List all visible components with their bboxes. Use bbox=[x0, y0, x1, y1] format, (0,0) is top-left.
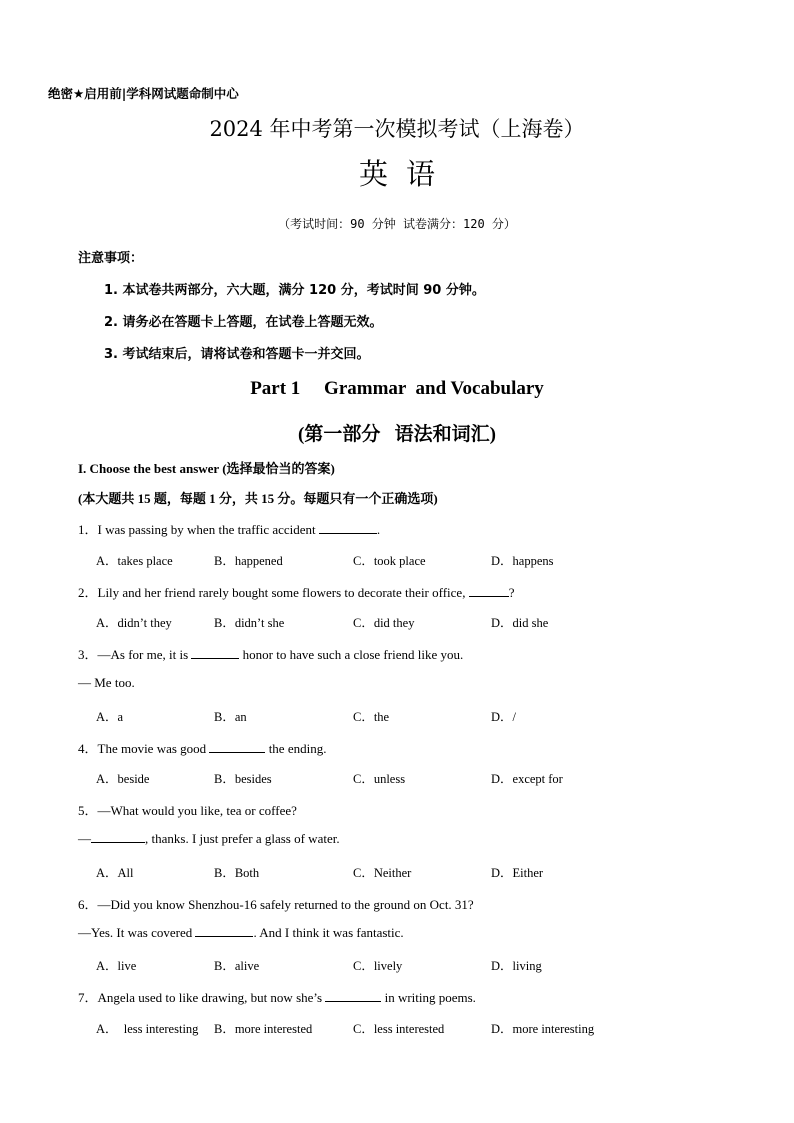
answer-blank bbox=[325, 990, 381, 1002]
option-a: A． less interesting bbox=[96, 1022, 199, 1036]
option-a: A．didn’t they bbox=[96, 616, 172, 630]
question-1-stem: 1．I was passing by when the traffic accident . bbox=[78, 522, 381, 537]
option-a: A．All bbox=[96, 866, 134, 880]
part-title-cn: (第一部分 语法和词汇) bbox=[298, 424, 496, 445]
answer-blank bbox=[209, 741, 265, 753]
option-c: C．Neither bbox=[353, 866, 412, 880]
part-title-en: Part 1 Grammar and Vocabulary bbox=[250, 378, 544, 399]
option-c: C．unless bbox=[353, 772, 406, 786]
option-c: C．did they bbox=[353, 616, 415, 630]
question-5-stem: 5．—What would you like, tea or coffee? bbox=[78, 803, 297, 818]
exam-info: （考试时间：90 分钟 试卷满分：120 分） bbox=[278, 217, 516, 231]
option-a: A．beside bbox=[96, 772, 150, 786]
notice-item: 3. 考试结束后，请将试卷和答题卡一并交回。 bbox=[104, 347, 370, 362]
answer-blank bbox=[469, 585, 509, 597]
option-a: A．live bbox=[96, 959, 137, 973]
option-b: B．alive bbox=[214, 959, 260, 973]
notice-item: 2. 请务必在答题卡上答题，在试卷上答题无效。 bbox=[104, 315, 383, 330]
question-4-stem: 4．The movie was good the ending. bbox=[78, 741, 327, 756]
option-d: D．living bbox=[491, 959, 542, 973]
question-6-response: —Yes. It was covered . And I think it was fantastic. bbox=[78, 925, 404, 940]
subject-title: 英语 bbox=[358, 157, 453, 191]
question-3-stem: 3．—As for me, it is honor to have such a close friend like you. bbox=[78, 647, 464, 662]
option-c: C．lively bbox=[353, 959, 403, 973]
section-heading: I. Choose the best answer (选择最恰当的答案) bbox=[78, 461, 335, 476]
option-d: D．except for bbox=[491, 772, 563, 786]
question-6-stem: 6．—Did you know Shenzhou-16 safely returned to the ground on Oct. 31? bbox=[78, 897, 474, 912]
answer-blank bbox=[195, 925, 253, 937]
option-b: B．Both bbox=[214, 866, 260, 880]
option-b: B．an bbox=[214, 710, 247, 724]
question-5-response: — , thanks. I just prefer a glass of water. bbox=[78, 831, 340, 846]
question-2-stem: 2．Lily and her friend rarely bought some flowers to decorate their office, ? bbox=[78, 585, 515, 600]
option-b: B．happened bbox=[214, 554, 283, 568]
confidential-header: 绝密★启用前|学科网试题命制中心 bbox=[48, 86, 239, 101]
option-a: A．takes place bbox=[96, 554, 173, 568]
exam-title: 2024 年中考第一次模拟考试（上海卷） bbox=[209, 117, 585, 141]
option-d: D．happens bbox=[491, 554, 554, 568]
option-d: D．Either bbox=[491, 866, 544, 880]
option-d: D．more interesting bbox=[491, 1022, 595, 1036]
option-a: A．a bbox=[96, 710, 124, 724]
notice-title: 注意事项： bbox=[78, 251, 144, 266]
answer-blank bbox=[319, 522, 377, 534]
option-b: B．didn’t she bbox=[214, 616, 285, 630]
option-d: D．/ bbox=[491, 710, 517, 724]
answer-blank bbox=[191, 647, 239, 659]
answer-blank bbox=[91, 831, 145, 843]
option-b: B．more interested bbox=[214, 1022, 313, 1036]
notice-item: 1. 本试卷共两部分，六大题，满分 120 分，考试时间 90 分钟。 bbox=[104, 283, 485, 298]
option-c: C．less interested bbox=[353, 1022, 445, 1036]
question-7-stem: 7．Angela used to like drawing, but now she’s in writing poems. bbox=[78, 990, 476, 1005]
option-d: D．did she bbox=[491, 616, 549, 630]
question-3-response: — Me too. bbox=[78, 675, 135, 690]
option-c: C．the bbox=[353, 710, 390, 724]
option-c: C．took place bbox=[353, 554, 426, 568]
section-instruction: (本大题共 15 题，每题 1 分，共 15 分。每题只有一个正确选项) bbox=[78, 491, 438, 506]
option-b: B．besides bbox=[214, 772, 272, 786]
